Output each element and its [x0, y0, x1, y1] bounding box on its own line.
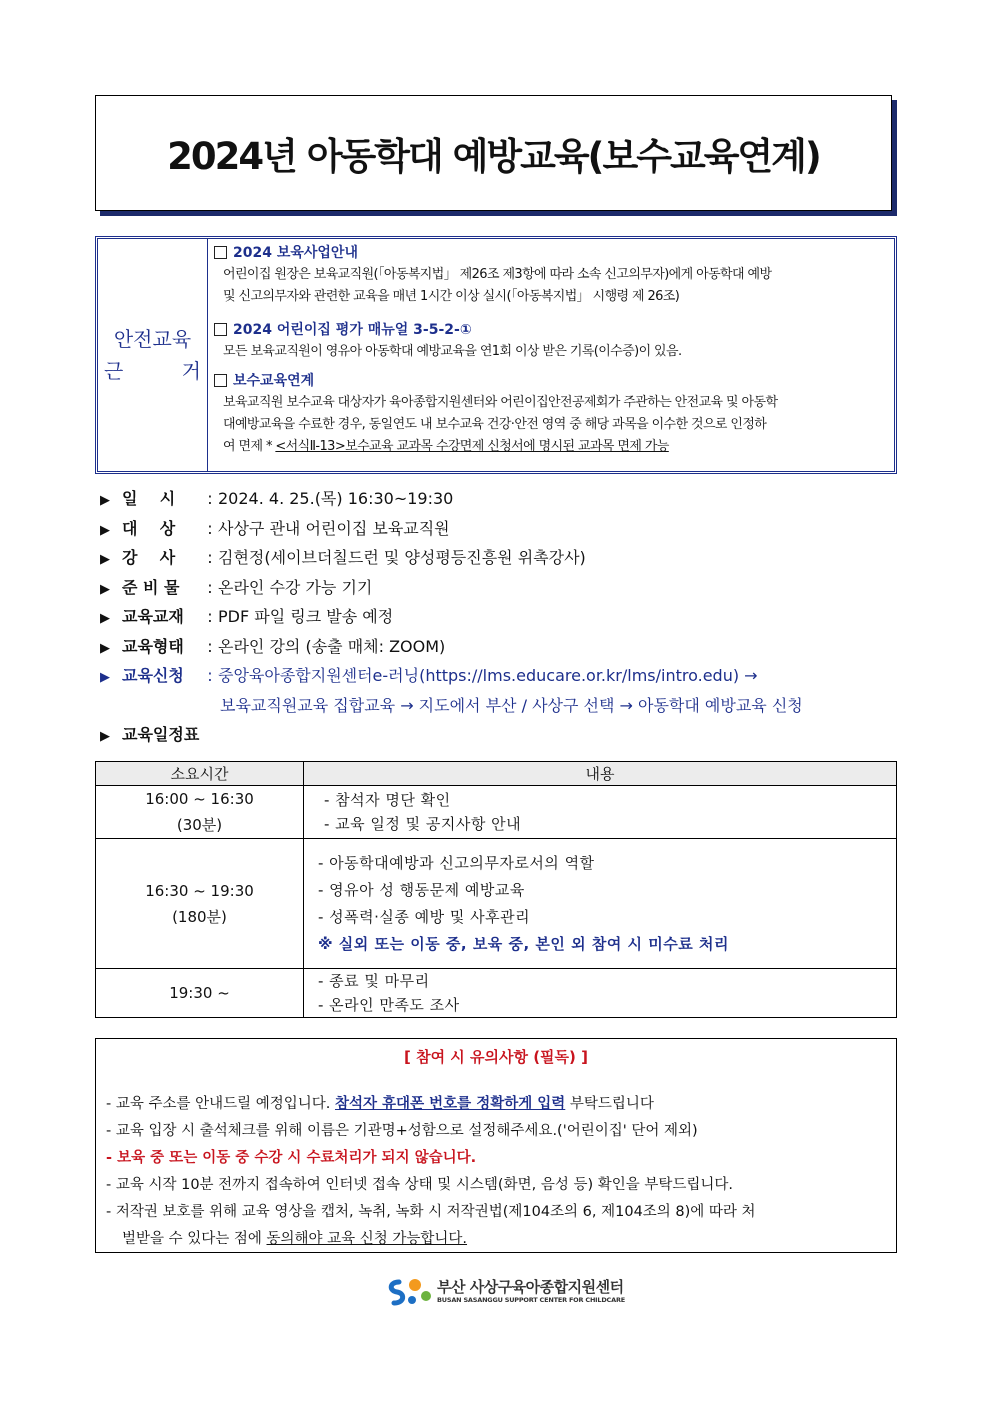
triangle-icon: ▶: [100, 640, 110, 656]
apply-link[interactable]: 중앙육아종합지원센터e-러닝(https://lms.educare.or.kr/lms/intro.edu) →: [218, 666, 758, 685]
basis-section-heading: 2024 어린이집 평가 매뉴얼 3-5-2-①: [214, 320, 892, 341]
checkbox-icon: [214, 323, 227, 336]
header-time: 소요시간: [96, 762, 304, 786]
basis-label: [98, 239, 227, 471]
info-lecturer: ▶ 강 사 : 김현정(세이브더칠드런 및 양성평등진흥원 위촉강사): [100, 543, 900, 573]
basis-section-line: 보육교직원 보수교육 대상자가 육아종합지원센터와 어린이집안전공제회가 주관하는 안전교육 및 아동학: [223, 395, 778, 410]
table-row: [96, 786, 897, 839]
basis-section-line: 및 신고의무자와 관련한 교육을 매년 1시간 이상 실시(「아동복지법」 시행령 제 26조): [223, 289, 680, 304]
basis-section-heading: 2024 보육사업안내: [214, 243, 892, 264]
table-row: [96, 969, 897, 1018]
time-cell: 16:00 ~ 16:30 (30분): [96, 786, 304, 839]
education-info: [100, 484, 900, 750]
basis-content: [214, 243, 892, 458]
time-cell: 16:30 ~ 19:30 (180분): [96, 839, 304, 969]
triangle-icon: ▶: [100, 522, 110, 538]
info-target: ▶ 대 상 : 사상구 관내 어린이집 보육교직원: [100, 514, 900, 544]
basis-label-line2: 근 거: [104, 359, 227, 383]
info-material: ▶ 교육교재 : PDF 파일 링크 발송 예정: [100, 602, 900, 632]
basis-section-line: 모든 보육교직원이 영유아 아동학대 예방교육을 연1회 이상 받은 기록(이수증)이 있음.: [223, 344, 682, 359]
notice-item: - 교육 주소를 안내드릴 예정입니다. 참석자 휴대폰 번호를 정확하게 입력 부탁드립니다: [106, 1096, 654, 1112]
page-title: 2024년 아동학대 예방교육(보수교육연계): [167, 135, 820, 178]
notice-item: - 교육 입장 시 출석체크를 위해 이름은 기관명+성함으로 설정해주세요.('어린이집' 단어 제외): [106, 1123, 698, 1139]
triangle-icon: ▶: [100, 729, 110, 744]
triangle-icon: ▶: [100, 552, 110, 567]
triangle-icon: ▶: [100, 611, 110, 626]
header-content: 내용: [304, 762, 897, 786]
absence-warning: ※ 실외 또는 이동 중, 보육 중, 본인 외 참여 시 미수료 처리: [318, 934, 729, 953]
title-box: [95, 95, 892, 211]
notice-item: - 보육 중 또는 이동 중 수강 시 수료처리가 되지 않습니다.: [106, 1150, 477, 1166]
checkbox-icon: [214, 374, 227, 387]
notice-box: [95, 1038, 897, 1253]
info-format: ▶ 교육형태 : 온라인 강의 (송출 매체: ZOOM): [100, 632, 900, 662]
info-date: ▶ 일 시 : 2024. 4. 25.(목) 16:30~19:30: [100, 484, 900, 514]
time-cell: 19:30 ~: [96, 969, 304, 1018]
safety-education-basis: [95, 236, 897, 474]
triangle-icon: ▶: [100, 493, 110, 508]
notice-list: [96, 1091, 896, 1253]
info-schedule-label: ▶ 교육일정표: [100, 720, 900, 750]
triangle-icon: ▶: [100, 670, 110, 685]
content-cell: - 아동학대예방과 신고의무자로서의 역할 - 영유아 성 행동문제 예방교육 - 성폭력·실종 예방 및 사후관리 ※ 실외 또는 이동 중, 보육 중, 본인 외 참여 시 미수료 처리: [304, 839, 897, 969]
info-supplies: ▶ 준 비 물 : 온라인 수강 가능 기기: [100, 573, 900, 603]
notice-title: [ 참여 시 유의사항 (필독) ]: [404, 1048, 588, 1066]
notice-item: - 교육 시작 10분 전까지 접속하여 인터넷 접속 상태 및 시스템(화면, 음성 등) 확인을 부탁드립니다.: [106, 1177, 733, 1193]
notice-item: 벌받을 수 있다는 점에 동의해야 교육 신청 가능합니다.: [122, 1231, 468, 1247]
basis-section-line: 여 면제 * <서식Ⅱ-13>보수교육 교과목 수강면제 신청서에 명시된 교과목 면제 가능: [223, 439, 669, 454]
basis-section-line: 어린이집 원장은 보육교직원(「아동복지법」 제26조 제3항에 따라 소속 신고의무자)에게 아동학대 예방: [223, 267, 772, 282]
schedule-table: [95, 761, 897, 1018]
table-row: [96, 839, 897, 969]
center-logo-icon: [385, 1276, 433, 1308]
info-apply: ▶ 교육신청 : 중앙육아종합지원센터e-러닝(https://lms.educare.or.kr/lms/intro.edu) →: [100, 661, 900, 691]
content-cell: - 참석자 명단 확인 - 교육 일정 및 공지사항 안내: [304, 786, 897, 839]
basis-label-line1: 안전교육: [113, 327, 192, 351]
center-name-english: BUSAN SASANGGU SUPPORT CENTER FOR CHILDCARE: [437, 1296, 625, 1304]
table-header-row: [96, 762, 897, 786]
info-apply-path: 보육교직원교육 집합교육 → 지도에서 부산 / 사상구 선택 → 아동학대 예방교육 신청: [220, 695, 803, 715]
center-name: 부산 사상구육아종합지원센터: [437, 1278, 624, 1296]
basis-section-heading: 보수교육연계: [214, 371, 892, 392]
footer: [385, 1274, 645, 1310]
triangle-icon: ▶: [100, 581, 110, 597]
checkbox-icon: [214, 246, 227, 259]
content-cell: - 종료 및 마무리 - 온라인 만족도 조사: [304, 969, 897, 1018]
exemption-note: <서식Ⅱ-13>보수교육 교과목 수강면제 신청서에 명시된 교과목 면제 가능: [275, 439, 669, 454]
basis-section-line: 대예방교육을 수료한 경우, 동일연도 내 보수교육 건강·안전 영역 중 해당 과목을 이수한 것으로 인정하: [223, 417, 767, 432]
notice-item: - 저작권 보호를 위해 교육 영상을 캡처, 녹취, 녹화 시 저작권법(제104조의 6, 제104조의 8)에 따라 처: [106, 1204, 756, 1220]
